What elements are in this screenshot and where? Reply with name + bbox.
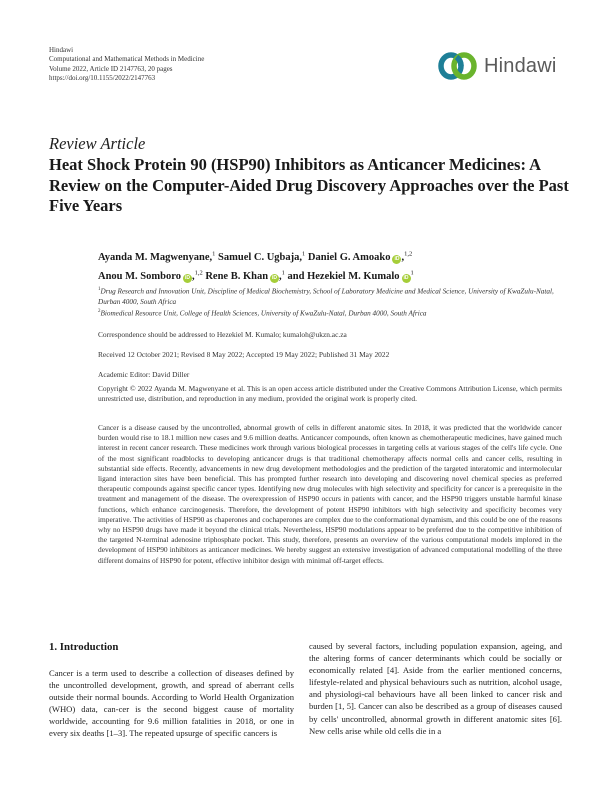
publisher-name: Hindawi [49,46,74,54]
article-title: Heat Shock Protein 90 (HSP90) Inhibitors as Anticancer Medicines: A Review on the Computer-Aided Drug Discovery Approaches over the Past Five Years [49,155,569,215]
affiliation-1: $^1$Drug Research and Innovation Unit, Discipline of Medical Biochemistry, School of Laboratory Medicine and Medical Science, University of KwaZulu-Natal, Durban 4000, South Africa [98,287,554,306]
copyright-notice: Copyright © 2022 Ayanda M. Magwenyane et al. This is an open access article distributed under the Creative Commons Attribution License, which permits unrestricted use, distribution, and reproduction in any medium, provided the original work is properly cited. [98,384,562,404]
logo-wordmark: Hindawi [484,54,557,77]
author: Ayanda M. Magwenyane,$^1$ [98,250,216,263]
doi-link[interactable]: https://doi.org/10.1155/2022/2147763 [49,73,156,82]
article-type: Review Article [49,134,146,153]
academic-editor: Academic Editor: David Diller [98,370,190,379]
author: Daniel G. Amoako iD ,$^{1,2}$ [307,250,413,263]
section-heading: 1. Introduction [49,641,119,653]
affiliations [98,285,568,318]
orcid-icon[interactable]: iD [272,275,278,281]
author: Samuel C. Ugbaja,$^1$ [218,250,306,263]
body-column-left: Cancer is a term used to describe a collection of diseases defined by the uncontrolled development, growth, and spread of aberrant cells outside their normal bounds. According to World Health Organization (WHO) data, can-cer is the second biggest cause of mortality worldwide, accounting for 9.6 million fatalities in 2018, or one in every six deaths [1–3]. The repeated upsurge of specific cancers is [49,668,294,739]
body-column-right: caused by several factors, including population expansion, ageing, and the altering forms of cancer determinants which could be socially or economically related [4]. Aside from the earlier mentioned concerns, lifestyle-related and physical behaviours such as nutrition, alcohol usage, and physiologi-cal behaviours have all been linked to cancer risk and burden [1, 5]. Cancer can also be described as a group of diseases caused by cells' uncontrolled, abnormal growth in different anatomic sites [6]. New cells arise while old cells die in a [309,641,562,736]
hindawi-logo [437,52,557,80]
orcid-icon[interactable]: iD [184,275,190,281]
author: Rene B. Khan iD ,$^1$ [205,269,285,282]
hindawi-rings-icon [437,52,479,80]
orcid-icon[interactable]: iD [403,275,409,281]
abstract: Cancer is a disease caused by the uncontrolled, abnormal growth of cells in different anatomic sites. In 2018, it was predicted that the worldwide cancer burden would rise to 18.1 million new cases and 9.6 million deaths. Anticancer compounds, often known as chemotherapeutic medicines, have gained much interest in recent cancer research. These medicines work through various biological processes in targeting cells at various stages of the cell's life cycle. One of the most significant roadblocks to developing anticancer drugs is that traditional chemotherapy affects normal cells and cancer cells, resulting in substantial side effects. Recently, advancements in new drug development methodologies and the prediction of the targeted interatomic and intermolecular ligand interaction sites have been beneficial. This has prompted further research into developing and discovering novel chemical species as preferred therapeutic compounds against specific cancer types. Identifying new drug molecules with high selectivity and specificity for cancer is a prerequisite in the treatment and management of the disease. The overexpression of HSP90 occurs in patients with cancer, and the HSP90 triggers unstable harmful kinase functions, which enhance carcinogenesis. Therefore, the development of potent HSP90 inhibitors with high selectivity and specificity becomes very imperative. The activities of HSP90 as chaperones and cochaperones are complex due to the conformational dynamism, and this could be one of the reasons why no HSP90 drugs have made it beyond the clinical trials. Nevertheless, HSP90 modulations appear to be preferred due to the competitive inhibition of the targeted N-terminal adenosine triphosphate pocket. This study, therefore, presents an overview of the various computational models implored in the development of HSP90 inhibitors as anticancer medicines. We hereby suggest an extensive investigation of advanced computational modelling of the three different domains of HSP90 for potent, effective inhibitor design with minimal off-target effects. [98,423,562,565]
author: and Hezekiel M. Kumalo $iD^1$ [287,269,414,282]
correspondence: Correspondence should be addressed to Hezekiel M. Kumalo; kumaloh@ukzn.ac.za [98,330,347,339]
affiliation-2: $^2$Biomedical Resource Unit, College of Health Sciences, University of KwaZulu-Natal, Durban 4000, South Africa [98,308,427,318]
publication-dates: Received 12 October 2021; Revised 8 May 2022; Accepted 19 May 2022; Published 31 May 2022 [98,350,390,359]
journal-name: Computational and Mathematical Methods in Medicine [49,55,205,64]
volume-info: Volume 2022, Article ID 2147763, 20 pages [49,64,173,73]
author-list [98,246,558,285]
journal-metadata [49,46,204,83]
author: Anou M. Somboro iD ,$^{1,2}$ [98,269,203,282]
orcid-icon[interactable]: iD [394,255,400,262]
